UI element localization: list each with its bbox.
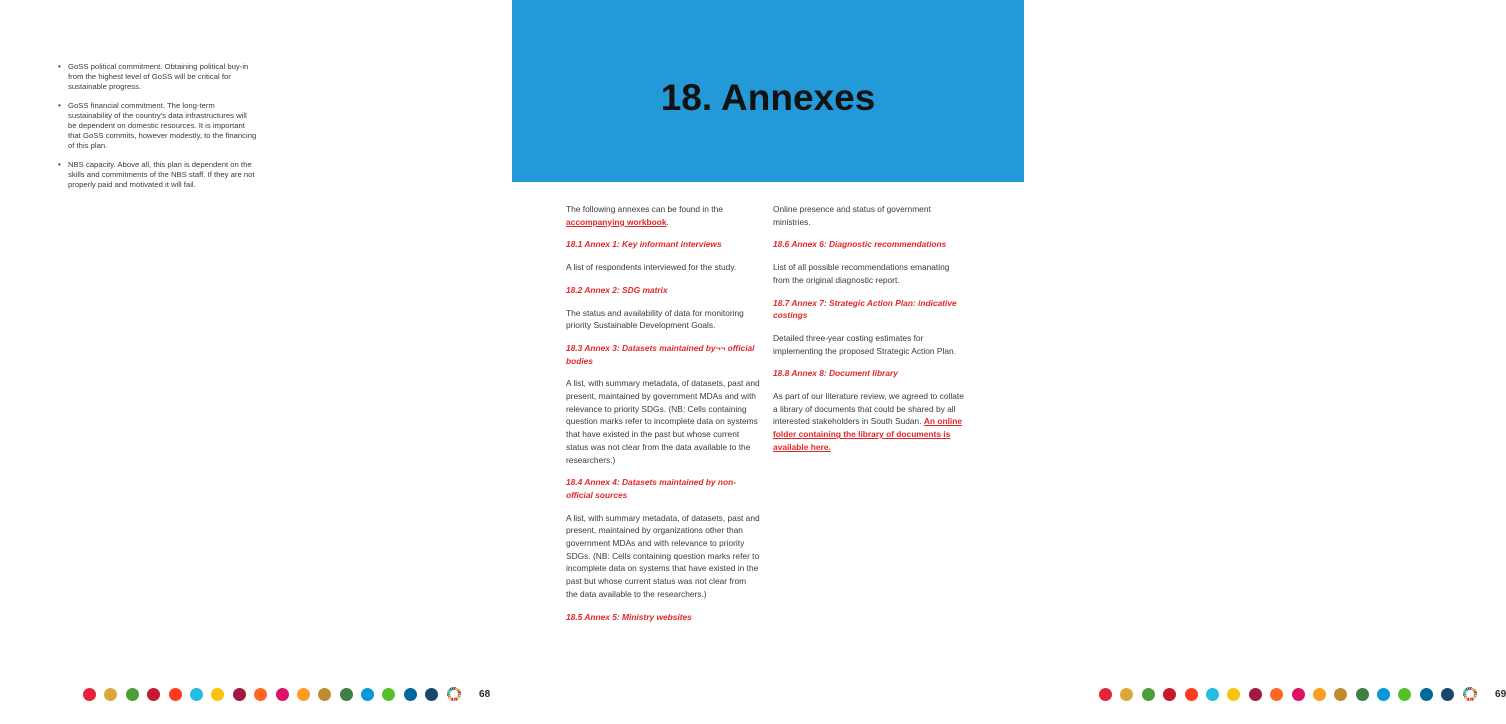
bullet-item-goss-financial xyxy=(57,101,257,150)
intro-period: . xyxy=(666,216,669,227)
sdg-dot xyxy=(233,688,246,701)
sdg-dot xyxy=(382,688,395,701)
page-number-right: 69 xyxy=(1495,688,1506,700)
annex-1-body: A list of respondents interviewed for the study. xyxy=(566,262,737,273)
sdg-wheel-hole xyxy=(450,690,458,698)
sdg-dot xyxy=(169,688,182,701)
sdg-dot xyxy=(1420,688,1433,701)
annex-2-body: The status and availability of data for monitoring priority Sustainable Development Goals. xyxy=(566,307,744,331)
annex-7-heading: 18.7 Annex 7: Strategic Action Plan: indicative costings xyxy=(773,297,957,321)
sdg-wheel-icon xyxy=(1463,687,1477,701)
bullet-text: GoSS financial commitment. The long-term sustainability of the country's data infrastructures will be dependent on domestic resources. It is important that GoSS commits, however modestly, to the financing of this plan. xyxy=(68,101,257,150)
intro-paragraph xyxy=(566,203,760,228)
sdg-dot xyxy=(1120,688,1133,701)
annex-1-heading: 18.1 Annex 1: Key informant interviews xyxy=(566,239,722,250)
sdg-dots-row xyxy=(1099,687,1477,701)
sdg-dot xyxy=(1441,688,1454,701)
sdg-dot xyxy=(297,688,310,701)
page-number-left: 68 xyxy=(479,688,491,700)
annex-6-body: List of all possible recommendations emanating from the original diagnostic report. xyxy=(773,262,950,285)
sdg-dot xyxy=(147,688,160,701)
chapter-title: 18. Annexes xyxy=(660,76,876,118)
sdg-dot xyxy=(211,688,224,701)
page-left xyxy=(0,0,512,724)
sdg-dot xyxy=(1142,688,1155,701)
bullet-text: NBS capacity. Above all, this plan is dependent on the skills and commitments of the NBS staff. If they are not properly paid and motivated it will fail. xyxy=(68,160,255,189)
sdg-dots-row xyxy=(83,687,461,701)
annex-5-heading: 18.5 Annex 5: Ministry websites xyxy=(566,611,692,622)
annex-8-body xyxy=(773,390,967,454)
sdg-dot xyxy=(1163,688,1176,701)
sdg-dot xyxy=(1398,688,1411,701)
bullet-item-goss-political xyxy=(57,62,257,91)
footer-left xyxy=(83,687,490,701)
chapter-header xyxy=(512,0,1024,182)
annex-3-heading: 18.3 Annex 3: Datasets maintained by¬¬ official bodies xyxy=(566,342,755,366)
page-right xyxy=(512,0,1506,724)
sdg-dot xyxy=(1356,688,1369,701)
sdg-dot xyxy=(1313,688,1326,701)
annex-8-body-text: As part of our literature review, we agreed to collate a library of documents that could be shared by all interested stakeholders in South Sudan. xyxy=(773,391,964,427)
annex-3-body: A list, with summary metadata, of datasets, past and present, maintained by government MDAs and with relevance to priority SDGs. (NB: Cells containing question marks refer to incomplete data on systems that have existed in the past but whose current status was not clear from the data available to the researchers.) xyxy=(566,378,760,465)
annex-4-body: A list, with summary metadata, of datasets, past and present, maintained by organizations other than government MDAs and with relevance to priority SDGs. (NB: Cells containing question marks refer to incomplete data on systems that have existed in the past but whose current status was not clear from the data available to the researchers.) xyxy=(566,512,760,599)
document-library-link[interactable]: An online folder containing the library of documents is available here. xyxy=(773,416,963,452)
sdg-dot xyxy=(1292,688,1305,701)
bullet-icon: • xyxy=(58,101,61,111)
sdg-wheel-icon xyxy=(447,687,461,701)
annex-8-heading: 18.8 Annex 8: Document library xyxy=(773,368,898,379)
sdg-dot xyxy=(361,688,374,701)
sdg-dot xyxy=(276,688,289,701)
sdg-dot xyxy=(425,688,438,701)
annex-2-heading: 18.2 Annex 2: SDG matrix xyxy=(566,284,668,295)
footer-right xyxy=(1099,687,1506,701)
sdg-dot xyxy=(1185,688,1198,701)
sdg-wheel-hole xyxy=(1466,690,1474,698)
bullet-icon: • xyxy=(58,160,61,170)
sdg-dot xyxy=(83,688,96,701)
sdg-dot xyxy=(1206,688,1219,701)
sdg-dot xyxy=(1377,688,1390,701)
sdg-dot xyxy=(254,688,267,701)
sdg-dot xyxy=(1099,688,1112,701)
sdg-dot xyxy=(404,688,417,701)
sdg-dot xyxy=(340,688,353,701)
bullet-list xyxy=(57,62,257,200)
annex-7-body: Detailed three-year costing estimates for implementing the proposed Strategic Action Plan. xyxy=(773,332,956,356)
sdg-dot xyxy=(190,688,203,701)
sdg-dot xyxy=(1270,688,1283,701)
annex-5-body: Online presence and status of government ministries. xyxy=(773,204,931,227)
bullet-text: GoSS political commitment. Obtaining political buy-in from the highest level of GoSS will be critical for sustainable progress. xyxy=(68,62,249,91)
sdg-dot xyxy=(104,688,117,701)
sdg-dot xyxy=(1227,688,1240,701)
annex-column-2 xyxy=(773,203,967,464)
bullet-item-nbs-capacity xyxy=(57,160,257,189)
sdg-dot xyxy=(318,688,331,701)
annex-4-heading: 18.4 Annex 4: Datasets maintained by non-official sources xyxy=(566,477,737,500)
sdg-dot xyxy=(1334,688,1347,701)
workbook-link[interactable]: accompanying workbook xyxy=(566,216,667,227)
sdg-dot xyxy=(126,688,139,701)
sdg-dot xyxy=(1249,688,1262,701)
bullet-icon: • xyxy=(58,62,61,71)
annex-column-1 xyxy=(566,203,760,633)
annex-6-heading: 18.6 Annex 6: Diagnostic recommendations xyxy=(773,239,947,250)
intro-text: The following annexes can be found in the xyxy=(566,204,723,214)
